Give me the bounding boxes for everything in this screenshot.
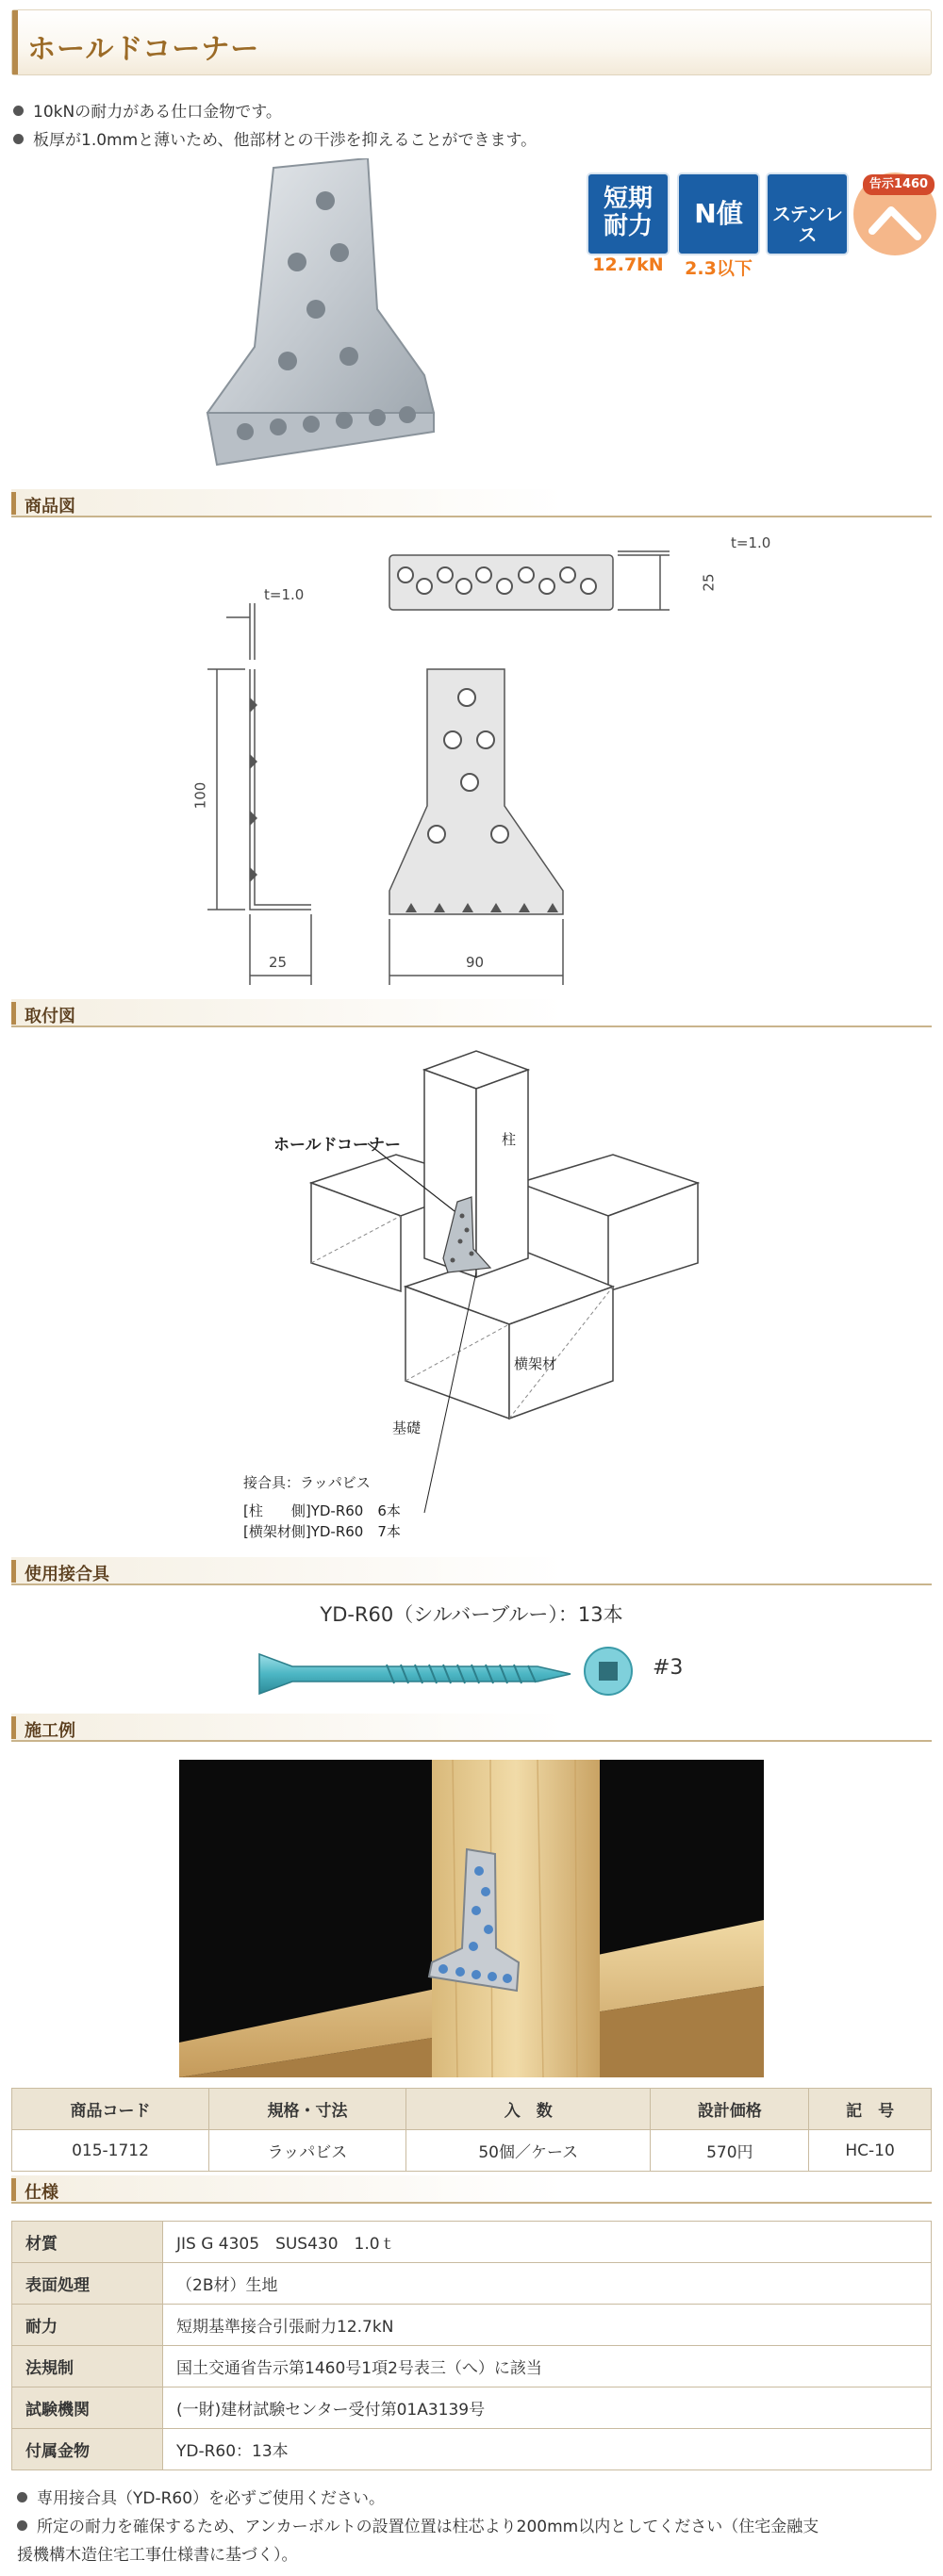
page-title: ホールドコーナー [27, 33, 260, 66]
cell-symbol: HC-10 [809, 2130, 932, 2172]
strength-badge [587, 172, 670, 255]
spec-key: 表面処理 [12, 2263, 163, 2305]
page-header [11, 9, 932, 75]
section-header-example [11, 1714, 932, 1742]
fastener-title: YD-R60（シルバーブルー）：13本 [320, 1603, 623, 1626]
table-row [12, 2222, 932, 2263]
strength-value: 12.7kN [592, 254, 664, 275]
table-row [12, 2429, 932, 2470]
section-header-drawing [11, 489, 932, 517]
col-header: 入 数 [405, 2089, 651, 2130]
spec-key: 耐力 [12, 2305, 163, 2346]
note-text: 所定の耐力を確保するため、アンカーボルトの設置位置は柱芯より200mm以内としてください（住宅金融支 [37, 2518, 819, 2536]
spec-value: 短期基準接合引張耐力12.7kN [163, 2305, 932, 2346]
section-mark [11, 492, 16, 515]
section-mark [11, 2178, 16, 2201]
table-row [12, 2387, 932, 2429]
feature-item [13, 126, 537, 150]
label-foundation: 基礎 [392, 1419, 422, 1436]
section-header-spec [11, 2175, 932, 2204]
label-beam-side: [横架材側]YD-R60 7本 [243, 1523, 401, 1540]
screw-image [255, 1640, 575, 1706]
header-accent [12, 10, 18, 74]
note-text: 専用接合具（YD-R60）を必ずご使用ください。 [37, 2489, 386, 2508]
section-title: 施工例 [25, 1721, 75, 1741]
section-mark [11, 1716, 16, 1739]
dim-width: 90 [466, 954, 485, 971]
notice-ribbon: 告示1460 [863, 174, 935, 195]
nvalue-badge [677, 172, 760, 255]
cell-price: 570円 [651, 2130, 809, 2172]
spec-value: （2B材）生地 [163, 2263, 932, 2305]
spec-value: YD-R60：13本 [163, 2429, 932, 2470]
section-mark [11, 1560, 16, 1583]
drive-size: #3 [653, 1656, 684, 1680]
spec-value: 国土交通省告示第1460号1項2号表三（へ）に該当 [163, 2346, 932, 2387]
col-header: 商品コード [12, 2089, 209, 2130]
label-fastener-title: 接合具：ラッパビス [243, 1474, 371, 1491]
table-row [12, 2130, 932, 2172]
dim-height: 100 [191, 781, 209, 810]
dim-thickness-top: t=1.0 [731, 534, 771, 551]
spec-key: 試験機関 [12, 2387, 163, 2429]
section-header-mounting [11, 999, 932, 1027]
table-header-row [12, 2089, 932, 2130]
nvalue-badge-label: N値 [694, 198, 743, 229]
section-title: 仕様 [25, 2183, 58, 2203]
note-item [17, 2513, 819, 2541]
feature-text: 板厚が1.0mmと薄いため、他部材との干渉を抑えることができます。 [33, 131, 538, 150]
product-drawing [170, 528, 773, 999]
cell-code: 015-1712 [12, 2130, 209, 2172]
bullet-icon [13, 134, 24, 144]
dim-thickness-left: t=1.0 [264, 586, 305, 603]
spec-table [11, 2221, 932, 2470]
notice-he-glyph [867, 193, 923, 250]
col-header: 記 号 [809, 2089, 932, 2130]
stainless-badge-label: ステンレス [771, 203, 843, 246]
section-header-fastener [11, 1557, 932, 1585]
label-holdcorner: ホールドコーナー [273, 1136, 401, 1155]
nvalue-value: 2.3以下 [685, 258, 753, 279]
table-row [12, 2263, 932, 2305]
screw-head-icon [582, 1645, 635, 1698]
spec-value: (一財)建材試験センター受付第01A3139号 [163, 2387, 932, 2429]
label-pillar-side: [柱 側]YD-R60 6本 [243, 1502, 401, 1519]
dim-depth-top: 25 [700, 573, 718, 592]
spec-key: 付属金物 [12, 2429, 163, 2470]
table-row [12, 2346, 932, 2387]
note-continuation: 援機構木造住宅工事仕様書に基づく）。 [17, 2546, 298, 2565]
spec-key: 材質 [12, 2222, 163, 2263]
spec-key: 法規制 [12, 2346, 163, 2387]
section-mark [11, 1002, 16, 1025]
label-pillar: 柱 [502, 1131, 517, 1148]
installation-photo [179, 1760, 764, 2077]
section-title: 使用接合具 [25, 1565, 109, 1584]
dim-depth-bottom: 25 [269, 954, 288, 971]
feature-text: 10kNの耐力がある仕口金物です。 [33, 103, 282, 122]
table-row [12, 2305, 932, 2346]
col-header: 規格・寸法 [208, 2089, 405, 2130]
feature-item [13, 98, 282, 122]
bullet-icon [17, 2520, 27, 2531]
col-header: 設計価格 [651, 2089, 809, 2130]
label-beam: 横架材 [514, 1355, 557, 1372]
bullet-icon [17, 2492, 27, 2502]
cell-spec: ラッパビス [208, 2130, 405, 2172]
strength-badge-line1: 短期 [603, 185, 653, 213]
notice-badge [853, 172, 936, 255]
stainless-badge [766, 172, 849, 255]
strength-badge-line2: 耐力 [603, 211, 653, 240]
cell-qty: 50個／ケース [405, 2130, 651, 2172]
product-photo [198, 158, 443, 469]
product-table [11, 2088, 932, 2172]
section-title: 取付図 [25, 1007, 75, 1026]
section-title: 商品図 [25, 497, 75, 517]
spec-value: JIS G 4305 SUS430 1.0ｔ [163, 2222, 932, 2263]
bullet-icon [13, 106, 24, 116]
note-item [17, 2485, 385, 2513]
